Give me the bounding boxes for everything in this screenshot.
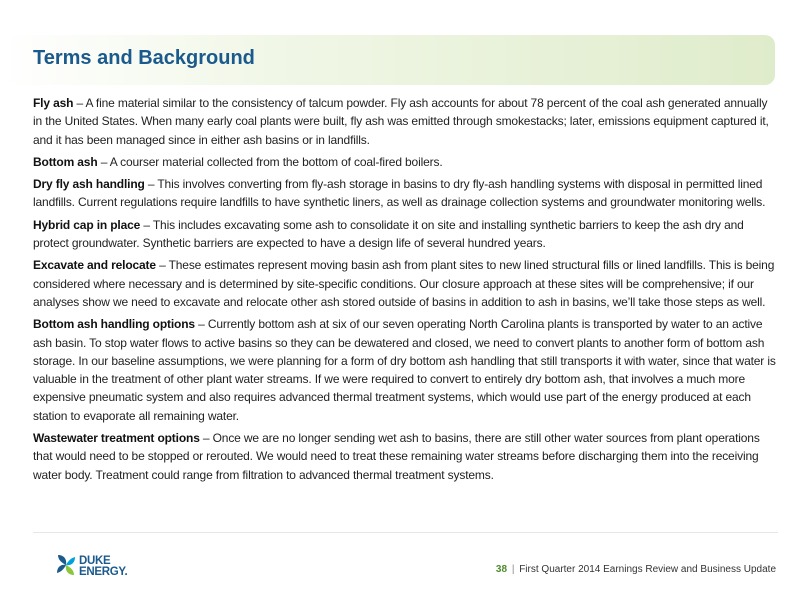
term-name: Wastewater treatment options [33,431,200,446]
term-dry-fly-ash-handling [33,175,778,212]
term-text: – A courser material collected from the bottom of coal-fired boilers. [97,154,443,169]
term-fly-ash [33,94,778,149]
logo-text-energy: ENERGY. [79,566,128,578]
term-text: – A fine material similar to the consistency of talcum powder. Fly ash accounts for about 78 percent of the coal ash generated annually in the United States. When many early coal plants were built, fly ash was emitted through smokestacks; later, emissions equipment captured it, and it has been managed since in either ash basins or in landfills. [33,96,769,147]
term-text: – Currently bottom ash at six of our seven operating North Carolina plants is transported by water to an active ash basin. To stop water flows to active basins so they can be dewatered and closed, we need to convert plants to another form of bottom ash storage. In our baseline assumptions, we were planning for a form of dry bottom ash handling that still transports it with water, since that water is valuable in the treatment of other plant water streams. If we were required to convert to entirely dry bottom ash, that involves a much more expensive pneumatic system and also requires advanced thermal treatment systems, which would use part of the energy produced at each station to evaporate all remaining water. [33,317,776,423]
term-hybrid-cap [33,216,778,253]
logo-text-duke: DUKE [79,555,111,567]
term-bottom-ash [33,153,778,171]
term-name: Excavate and relocate [33,258,156,273]
term-excavate-relocate [33,256,778,311]
term-name: Fly ash [33,96,74,110]
footer [496,564,776,575]
term-text: – Once we are no longer sending wet ash to basins, there are still other water sources from plant operations that would need to be stopped or rerouted. We would need to treat these remaining water streams before discharging them into the receiving water body. Treatment could range from filtration to advanced thermal treatment systems. [33,431,760,482]
term-name: Hybrid cap in place [33,217,141,232]
term-text: – This includes excavating some ash to consolidate it on site and installing synthetic barriers to keep the ash dry and protect groundwater. Synthetic barriers are expected to have a design life of several hundred years. [33,217,744,251]
term-name: Dry fly ash handling [33,177,145,192]
footer-text: First Quarter 2014 Earnings Review and Business Update [519,564,776,575]
page-number: 38 [495,564,508,575]
term-text: – This involves converting from fly-ash storage in basins to dry fly-ash handling systems with disposal in permitted lined landfills. Current regulations require landfills to have synthetic liners, as well as drainage collection systems and groundwater monitoring wells. [33,177,766,210]
page-title: Terms and Background [33,47,255,69]
term-wastewater-treatment [33,429,778,484]
term-text: – These estimates represent moving basin ash from plant sites to new lined structural fills or lined landfills. This is being considered where necessary and is determined by site-specific conditions. Our closure approach at these sites will be comprehensive; if our analyses show we need to excavate and relocate other ash stored outside of basins in addition to ash in basins, we’ll take those steps as well. [33,258,775,309]
terms-list [33,94,778,488]
term-name: Bottom ash handling options [33,317,195,332]
duke-energy-logo-icon [54,553,78,579]
term-name: Bottom ash [33,154,98,169]
footer-divider [33,532,778,533]
term-bottom-ash-handling [33,315,778,425]
footer-separator: | [511,564,515,575]
duke-energy-logo [54,553,144,583]
